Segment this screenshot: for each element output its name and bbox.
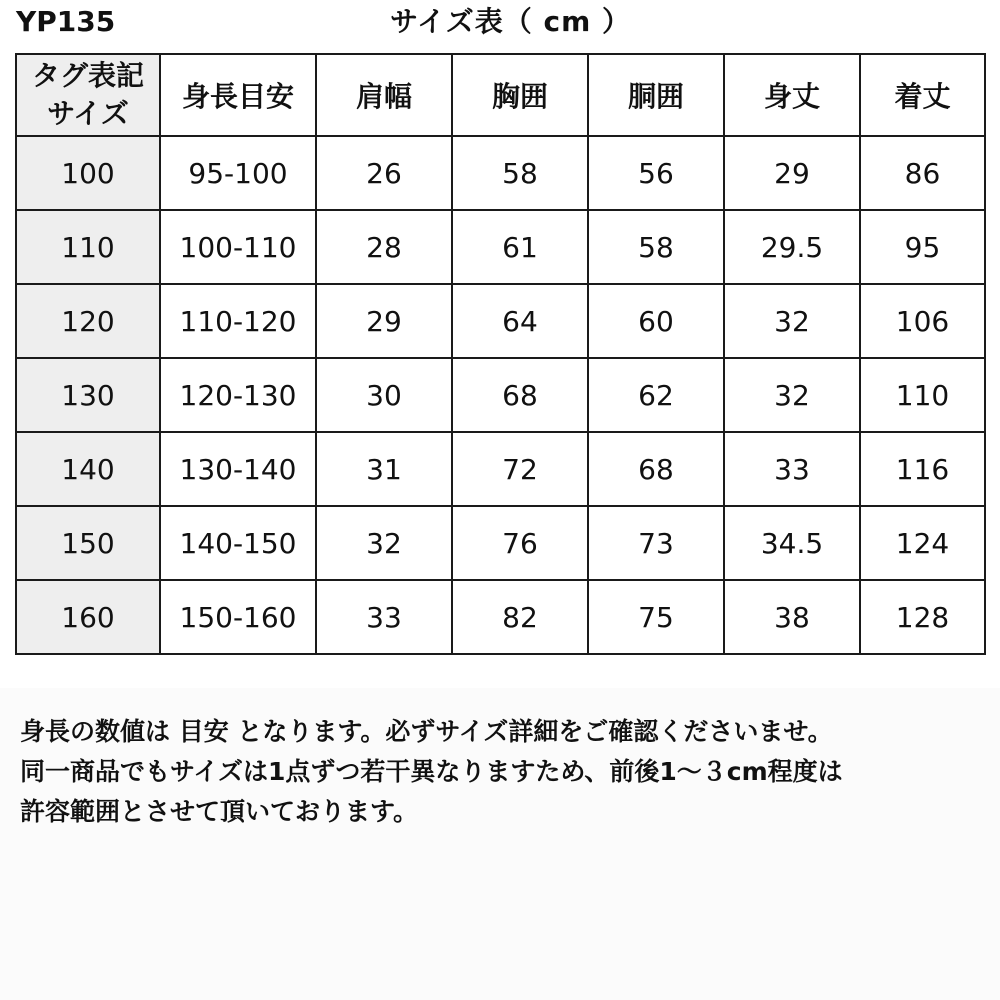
- cell-chest: 76: [452, 506, 588, 580]
- cell-tag-size: 150: [16, 506, 160, 580]
- cell-body-length: 32: [724, 358, 860, 432]
- cell-tag-size: 160: [16, 580, 160, 654]
- header-chest: 胸囲: [452, 54, 588, 136]
- cell-total-length: 128: [860, 580, 985, 654]
- header-total-length: 着丈: [860, 54, 985, 136]
- cell-shoulder: 29: [316, 284, 452, 358]
- header-waist: 胴囲: [588, 54, 724, 136]
- table-row: [16, 432, 985, 506]
- cell-shoulder: 30: [316, 358, 452, 432]
- cell-height: 100-110: [160, 210, 316, 284]
- cell-tag-size: 100: [16, 136, 160, 210]
- cell-waist: 75: [588, 580, 724, 654]
- cell-tag-size: 130: [16, 358, 160, 432]
- product-code: YP135: [16, 5, 116, 38]
- header-tag-size-line1: タグ表記: [31, 59, 144, 92]
- cell-total-length: 116: [860, 432, 985, 506]
- header-body-length: 身丈: [724, 54, 860, 136]
- cell-chest: 82: [452, 580, 588, 654]
- cell-height: 95-100: [160, 136, 316, 210]
- cell-height: 120-130: [160, 358, 316, 432]
- table-row: [16, 284, 985, 358]
- table-row: [16, 580, 985, 654]
- header-tag-size-line2: サイズ: [47, 97, 129, 130]
- cell-waist: 60: [588, 284, 724, 358]
- size-note: [20, 712, 995, 832]
- cell-body-length: 29.5: [724, 210, 860, 284]
- table-row: [16, 506, 985, 580]
- cell-chest: 72: [452, 432, 588, 506]
- cell-waist: 73: [588, 506, 724, 580]
- note-line: 身長の数値は 目安 となります。必ずサイズ詳細をご確認くださいませ。: [20, 717, 833, 746]
- cell-tag-size: 110: [16, 210, 160, 284]
- cell-total-length: 86: [860, 136, 985, 210]
- cell-total-length: 124: [860, 506, 985, 580]
- table-header-row: [16, 54, 985, 136]
- cell-shoulder: 31: [316, 432, 452, 506]
- cell-waist: 56: [588, 136, 724, 210]
- table-row: [16, 210, 985, 284]
- size-table: [15, 53, 986, 655]
- cell-waist: 58: [588, 210, 724, 284]
- cell-body-length: 29: [724, 136, 860, 210]
- cell-shoulder: 32: [316, 506, 452, 580]
- cell-chest: 64: [452, 284, 588, 358]
- header-shoulder-width: 肩幅: [316, 54, 452, 136]
- cell-total-length: 106: [860, 284, 985, 358]
- cell-height: 110-120: [160, 284, 316, 358]
- note-line: 同一商品でもサイズは1点ずつ若干異なりますため、前後1～３cm程度は: [20, 757, 843, 786]
- cell-chest: 68: [452, 358, 588, 432]
- cell-chest: 58: [452, 136, 588, 210]
- cell-tag-size: 120: [16, 284, 160, 358]
- header-height-guide: 身長目安: [160, 54, 316, 136]
- header-tag-size: [16, 54, 160, 136]
- cell-waist: 68: [588, 432, 724, 506]
- cell-height: 140-150: [160, 506, 316, 580]
- cell-tag-size: 140: [16, 432, 160, 506]
- cell-height: 150-160: [160, 580, 316, 654]
- cell-total-length: 95: [860, 210, 985, 284]
- table-row: [16, 358, 985, 432]
- cell-shoulder: 33: [316, 580, 452, 654]
- cell-body-length: 38: [724, 580, 860, 654]
- cell-body-length: 32: [724, 284, 860, 358]
- cell-body-length: 34.5: [724, 506, 860, 580]
- cell-shoulder: 26: [316, 136, 452, 210]
- cell-chest: 61: [452, 210, 588, 284]
- cell-height: 130-140: [160, 432, 316, 506]
- table-row: [16, 136, 985, 210]
- size-chart-title: サイズ表（ cm ）: [390, 5, 632, 38]
- note-line: 許容範囲とさせて頂いております。: [20, 797, 419, 826]
- cell-body-length: 33: [724, 432, 860, 506]
- cell-waist: 62: [588, 358, 724, 432]
- cell-shoulder: 28: [316, 210, 452, 284]
- cell-total-length: 110: [860, 358, 985, 432]
